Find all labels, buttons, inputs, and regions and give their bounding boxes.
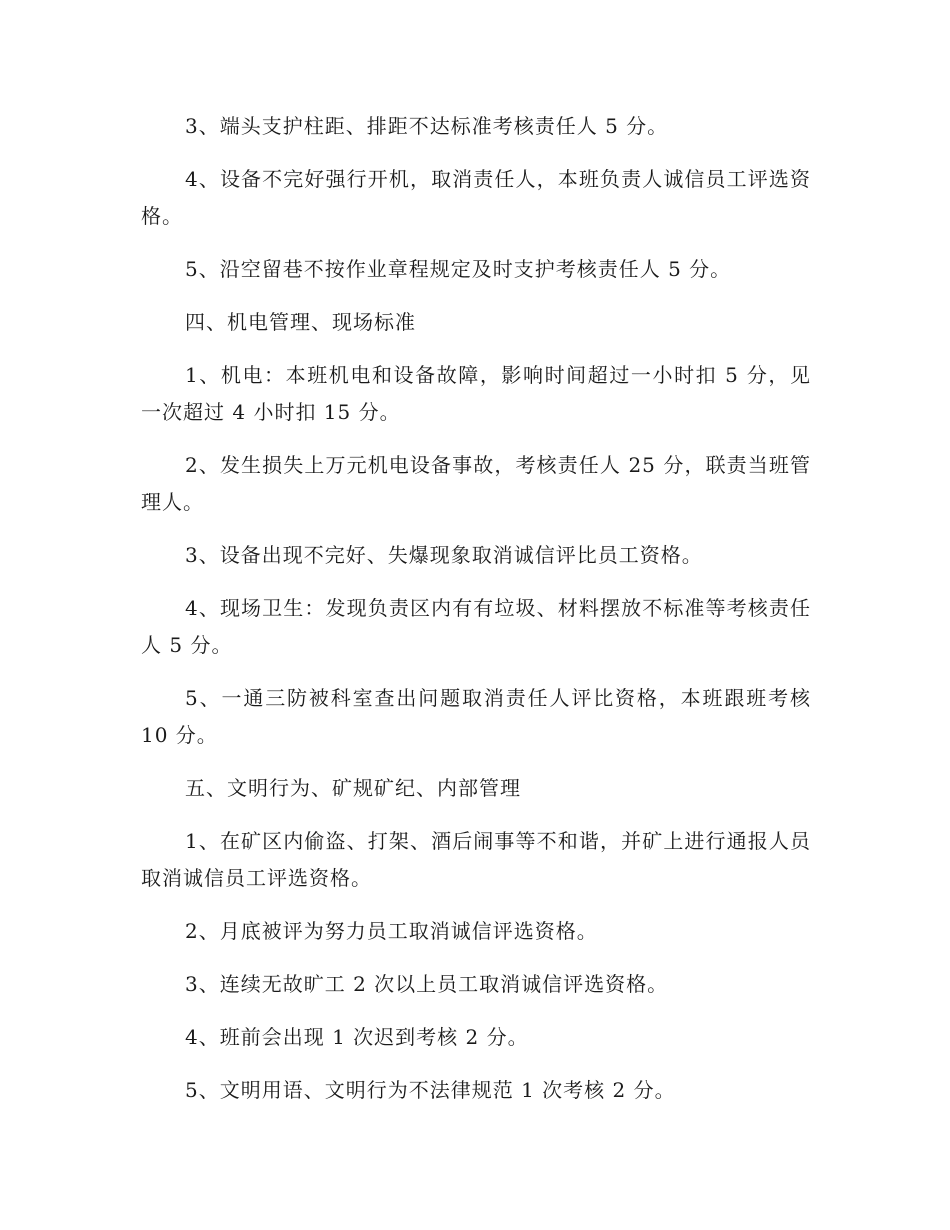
paragraph: 2、发生损失上万元机电设备事故，考核责任人 25 分，联责当班管理人。: [141, 453, 811, 514]
paragraph: 3、连续无故旷工 2 次以上员工取消诚信评选资格。: [185, 972, 669, 996]
paragraph: 1、在矿区内偷盗、打架、酒后闹事等不和谐，并矿上进行通报人员取消诚信员工评选资格。: [141, 829, 811, 890]
paragraph: 4、设备不完好强行开机，取消责任人，本班负责人诚信员工评选资格。: [141, 167, 811, 228]
section-heading: 四、机电管理、现场标准: [185, 310, 416, 334]
paragraph: 4、现场卫生：发现负责区内有有垃圾、材料摆放不标准等考核责任人 5 分。: [141, 596, 811, 657]
paragraph: 1、机电：本班机电和设备故障，影响时间超过一小时扣 5 分，见一次超过 4 小时扣 15 分。: [141, 363, 811, 424]
paragraph: 5、一通三防被科室查出问题取消责任人评比资格，本班跟班考核 10 分。: [141, 686, 811, 747]
paragraph: 2、月底被评为努力员工取消诚信评选资格。: [185, 919, 598, 943]
paragraph: 3、设备出现不完好、失爆现象取消诚信评比员工资格。: [185, 543, 703, 567]
paragraph: 3、端头支护柱距、排距不达标准考核责任人 5 分。: [185, 114, 669, 138]
document-body: [141, 108, 811, 1125]
paragraph: 5、沿空留巷不按作业章程规定及时支护考核责任人 5 分。: [185, 257, 732, 281]
section-heading: 五、文明行为、矿规矿纪、内部管理: [185, 776, 521, 800]
paragraph: 5、文明用语、文明行为不法律规范 1 次考核 2 分。: [185, 1078, 676, 1102]
paragraph: 4、班前会出现 1 次迟到考核 2 分。: [185, 1025, 529, 1049]
